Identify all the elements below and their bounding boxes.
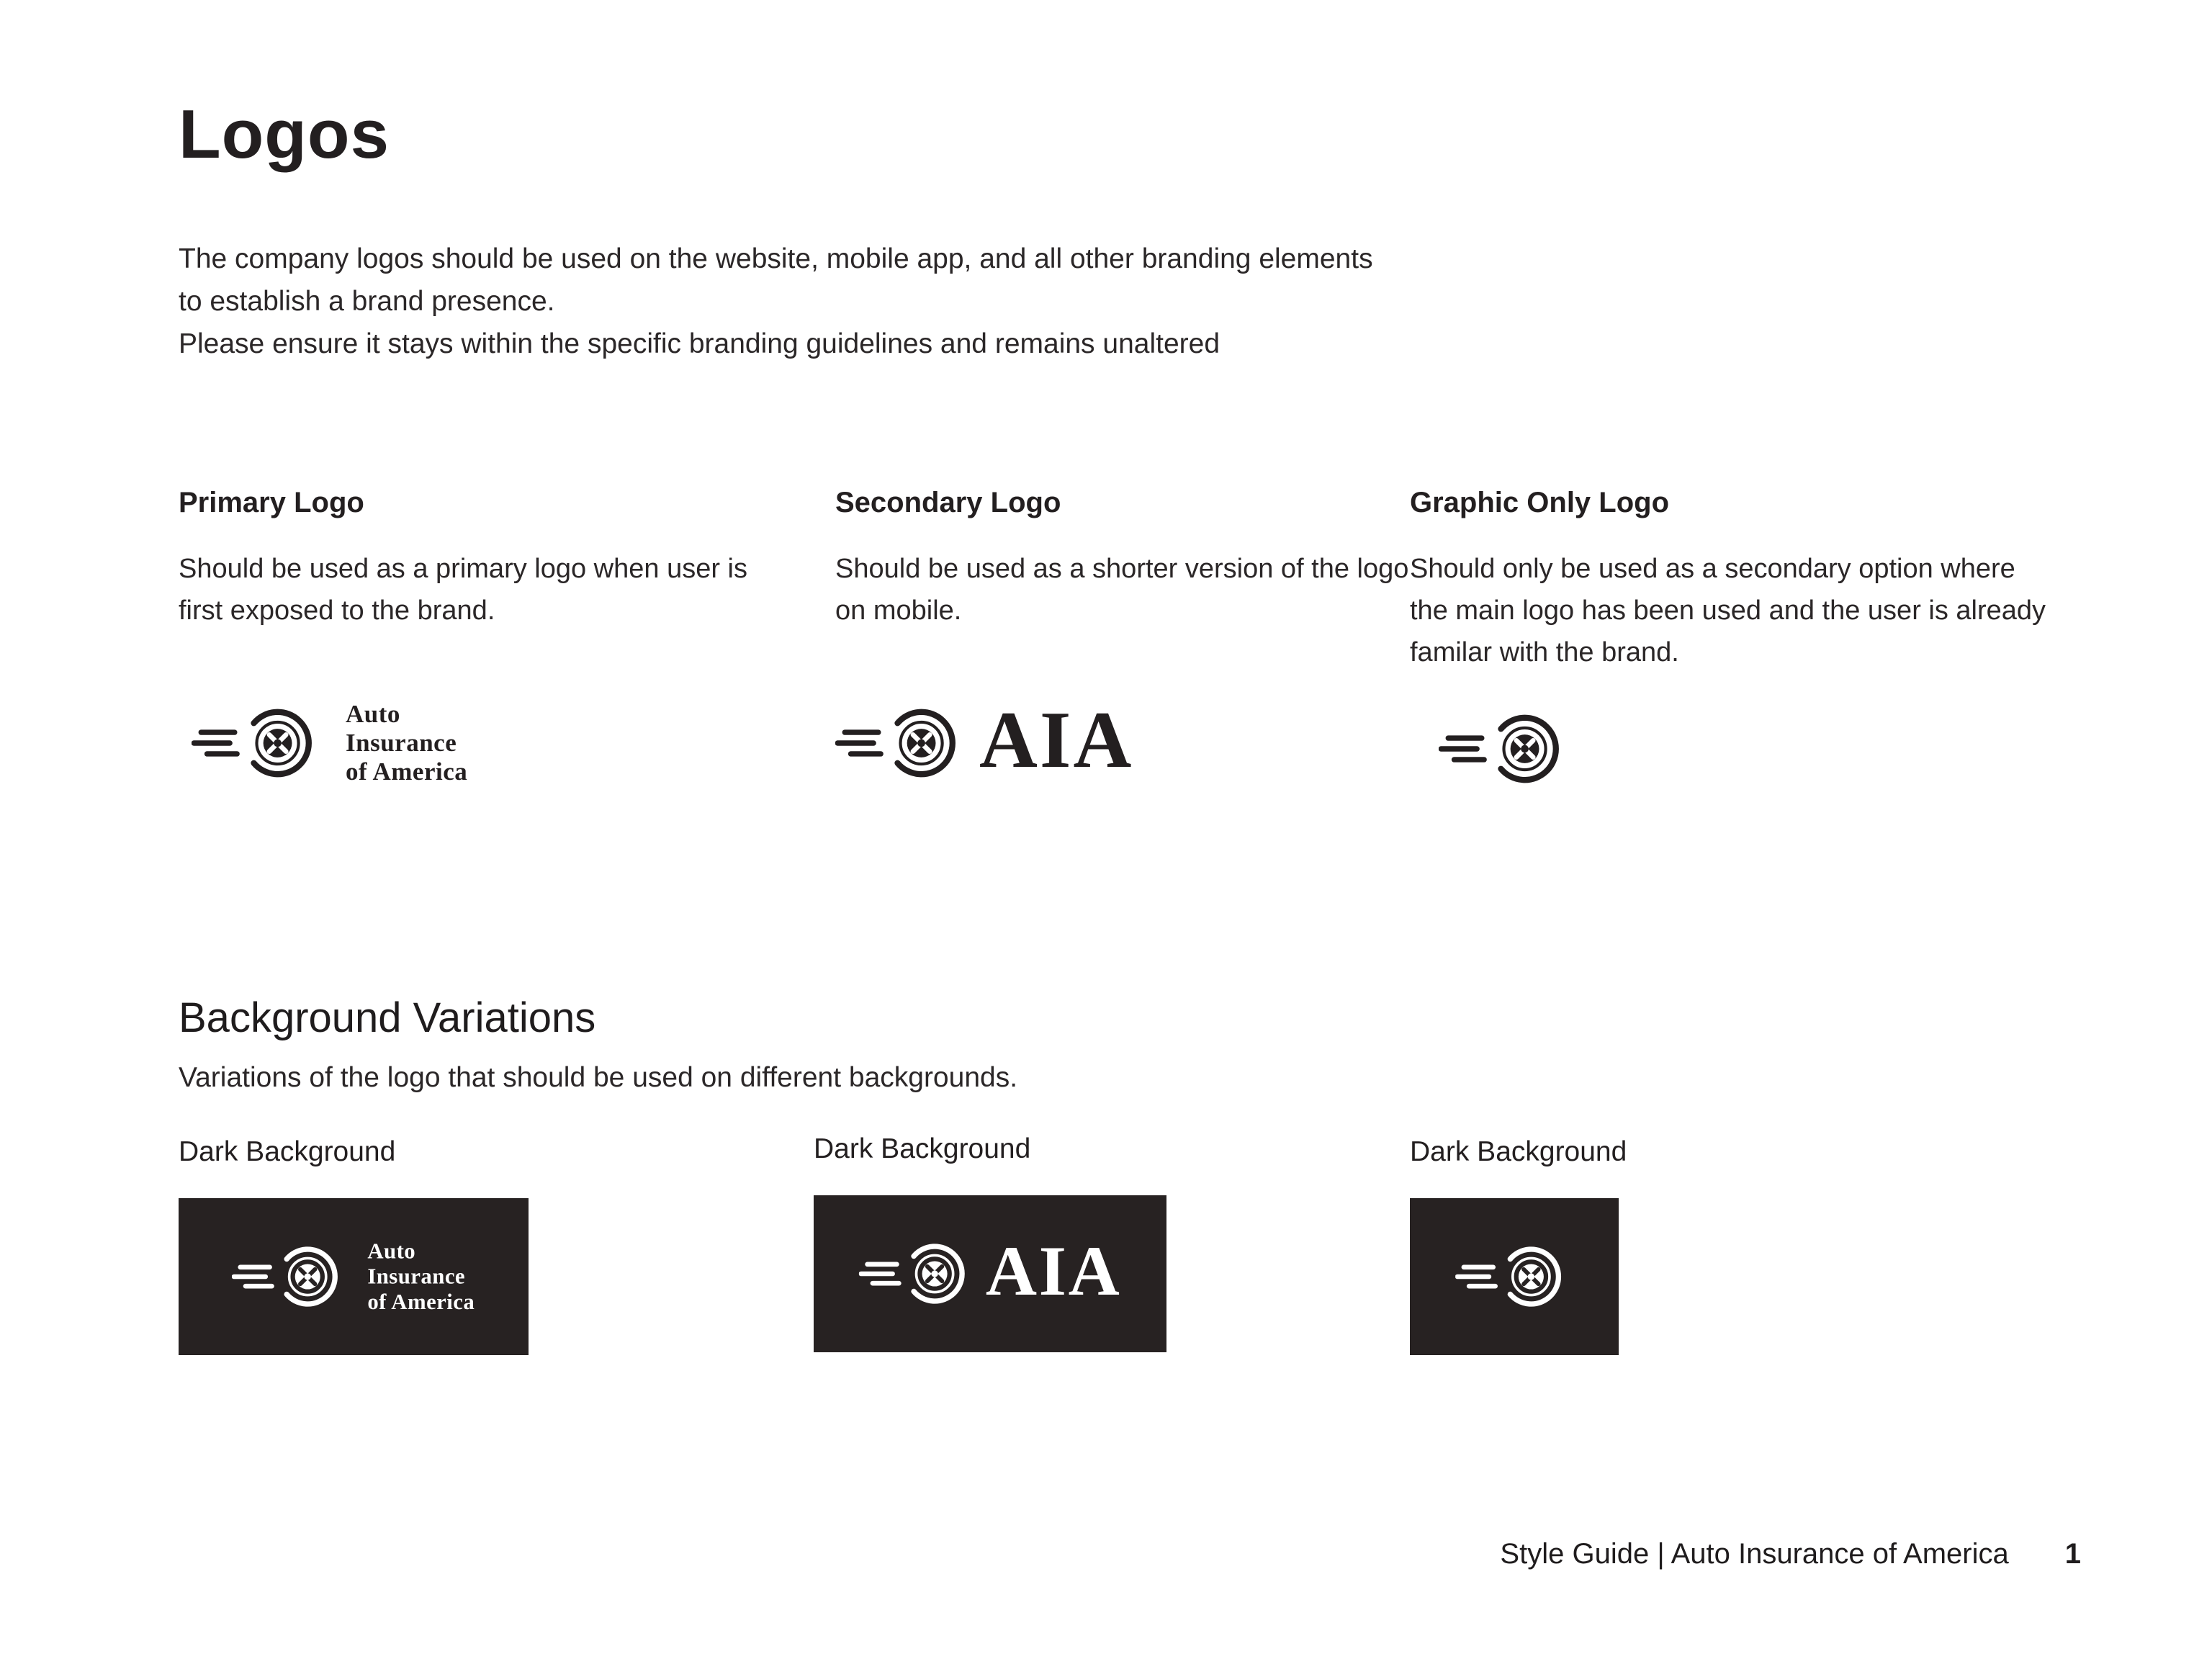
wordmark-line-2: Insurance [367, 1264, 466, 1289]
speeding-wheel-icon [192, 700, 325, 786]
dark-background-label: Dark Background [179, 1136, 396, 1167]
wordmark-line-1: Auto [367, 1238, 416, 1264]
secondary-logo-inverse [859, 1231, 1122, 1312]
graphic-only-logo-display [1439, 706, 1573, 792]
logo-wordmark [346, 700, 467, 786]
footer-text: Style Guide | Auto Insurance of America [1500, 1538, 2009, 1570]
primary-logo-heading: Primary Logo [179, 487, 364, 518]
page-footer [1500, 1538, 2081, 1570]
background-variations-description: Variations of the logo that should be used on different backgrounds. [179, 1062, 1018, 1093]
intro-text [179, 238, 1388, 365]
intro-line-1: The company logos should be used on the website, mobile app, and all other branding elements to establish a brand presence. [179, 243, 1373, 317]
graphic-only-logo-inverse [1455, 1238, 1573, 1315]
wordmark-line-3: of America [367, 1289, 475, 1314]
dark-background-swatch [179, 1198, 529, 1355]
secondary-logo-heading: Secondary Logo [835, 487, 1061, 518]
speeding-wheel-icon [232, 1238, 350, 1315]
page-number: 1 [2064, 1538, 2081, 1570]
primary-logo-section [179, 487, 769, 786]
primary-logo-inverse [232, 1238, 475, 1315]
speeding-wheel-icon [835, 700, 969, 786]
secondary-logo-display [835, 696, 1134, 786]
wordmark-line-3: of America [346, 757, 468, 786]
graphic-only-logo [1439, 706, 1573, 792]
primary-logo-display [192, 700, 467, 786]
logo-acronym: AIA [985, 1231, 1122, 1311]
dark-background-label: Dark Background [814, 1133, 1031, 1164]
graphic-only-logo-section [1410, 487, 2058, 673]
graphic-only-logo-heading: Graphic Only Logo [1410, 487, 1670, 518]
logo-wordmark [368, 1238, 475, 1315]
dark-background-label: Dark Background [1410, 1136, 1627, 1167]
background-variations-heading: Background Variations [179, 994, 596, 1041]
dark-background-item-secondary [814, 1133, 1166, 1352]
secondary-logo [835, 696, 1134, 786]
wordmark-line-1: Auto [346, 700, 400, 728]
dark-background-swatch [1410, 1198, 1619, 1355]
secondary-logo-description: Should be used as a shorter version of the logo on mobile. [835, 554, 1409, 626]
logo-acronym: AIA [979, 696, 1134, 785]
intro-line-2: Please ensure it stays within the specific branding guidelines and remains unaltered [179, 328, 1220, 359]
background-variations-section [179, 994, 1017, 1098]
page-title: Logos [179, 96, 390, 173]
speeding-wheel-icon [859, 1236, 977, 1312]
dark-background-swatch [814, 1195, 1166, 1352]
secondary-logo-section [835, 487, 1411, 785]
dark-background-item-primary [179, 1136, 529, 1355]
dark-background-item-graphic [1410, 1136, 1627, 1355]
primary-logo-description: Should be used as a primary logo when user is first exposed to the brand. [179, 554, 748, 626]
wordmark-line-2: Insurance [346, 729, 457, 757]
primary-logo [192, 700, 467, 786]
graphic-only-logo-description: Should only be used as a secondary option where the main logo has been used and the user is already familar with the brand. [1410, 554, 2046, 667]
speeding-wheel-icon [1455, 1238, 1573, 1315]
speeding-wheel-icon [1439, 706, 1573, 792]
